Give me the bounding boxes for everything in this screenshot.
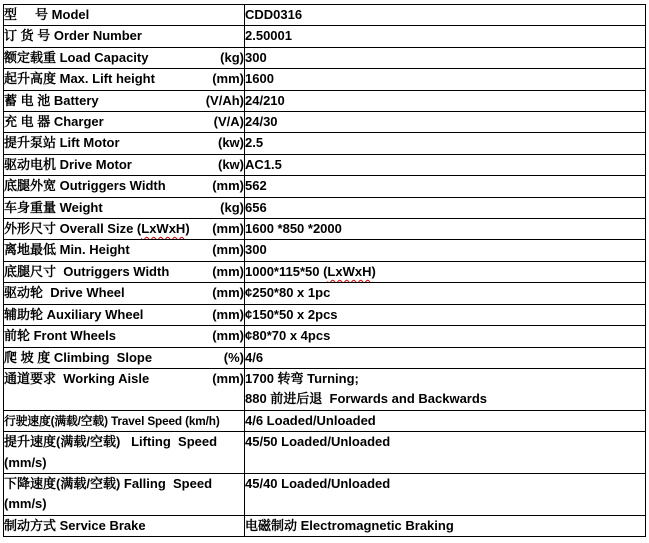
param-label: 蓄 电 池 Battery (4, 92, 99, 108)
param-label: 离地最低 Min. Height (4, 242, 130, 258)
param-label: 爬 坡 度 Climbing Slope (4, 349, 153, 365)
table-row (4, 368, 646, 410)
param-unit: (mm) (212, 221, 244, 237)
param-label: 底腿尺寸 Outriggers Width (4, 263, 170, 279)
param-line (4, 494, 244, 514)
value-cell (245, 133, 646, 154)
table-row (4, 347, 646, 368)
param-unit: (kg) (220, 49, 244, 65)
value-text: 4/6 Loaded/Unloaded (245, 412, 376, 428)
param-unit: (mm) (212, 71, 244, 87)
value-cell (245, 112, 646, 133)
param-line (4, 348, 244, 368)
param-line (4, 69, 244, 89)
table-row (4, 240, 646, 261)
misspelled-text: LxWxH (141, 221, 186, 237)
value-text: 2.5 (245, 135, 264, 151)
param-label: 型 号 Model (4, 7, 90, 22)
param-unit: (mm) (212, 178, 244, 194)
param-line (4, 5, 244, 25)
table-row (4, 261, 646, 282)
value-text: 45/50 Loaded/Unloaded (245, 434, 391, 450)
param-line (4, 198, 244, 218)
param-cell (4, 133, 245, 154)
value-text: 1700 转弯 Turning; (245, 370, 359, 386)
value-text: 1000*115*50 (LxWxH) (245, 263, 376, 279)
value-cell (245, 368, 646, 410)
param-cell (4, 197, 245, 218)
value-text: 4/6 (245, 349, 264, 365)
param-unit: (V/Ah) (205, 92, 244, 108)
value-text: 电磁制动 Electromagnetic Braking (245, 517, 454, 533)
value-cell (245, 47, 646, 68)
param-label: 下降速度(满载/空载) Falling Speed (4, 475, 213, 491)
table-row (4, 326, 646, 347)
param-cell (4, 90, 245, 111)
table-row (4, 432, 646, 474)
value-cell (245, 347, 646, 368)
value-text: ¢150*50 x 2pcs (245, 306, 338, 322)
param-label: 额定载重 Load Capacity (4, 49, 149, 65)
value-text: 880 前进后退 Forwards and Backwards (245, 391, 488, 407)
table-row (4, 219, 646, 240)
param-label: 行驶速度(满载/空载) Travel Speed (km/h) (4, 413, 220, 428)
table-row (4, 5, 646, 26)
value-cell (245, 219, 646, 240)
value-cell (245, 69, 646, 90)
param-line (4, 262, 244, 282)
param-unit: (mm) (212, 242, 244, 258)
param-label: 通道要求 Working Aisle (4, 370, 150, 386)
value-cell (245, 240, 646, 261)
param-line (4, 155, 244, 175)
param-label: 底腿外宽 Outriggers Width (4, 178, 166, 194)
value-cell (245, 26, 646, 47)
param-cell (4, 112, 245, 133)
param-cell (4, 47, 245, 68)
param-unit: (kw) (218, 135, 244, 151)
param-label: (mm/s) (4, 454, 47, 470)
param-label: 驱动轮 Drive Wheel (4, 285, 125, 301)
param-line (4, 133, 244, 153)
param-cell (4, 26, 245, 47)
param-label: 前轮 Front Wheels (4, 328, 116, 344)
value-cell (245, 154, 646, 175)
table-row (4, 154, 646, 175)
param-cell (4, 347, 245, 368)
param-line (4, 283, 244, 303)
param-line (4, 112, 244, 132)
param-cell (4, 326, 245, 347)
value-text: 24/30 (245, 114, 278, 130)
value-text: ¢80*70 x 4pcs (245, 328, 331, 344)
param-unit: (V/A) (213, 114, 244, 130)
param-label: 驱动电机 Drive Motor (4, 156, 132, 172)
value-text: 45/40 Loaded/Unloaded (245, 475, 391, 491)
table-row (4, 304, 646, 325)
value-cell (245, 473, 646, 515)
table-row (4, 69, 646, 90)
param-label: 辅助轮 Auxiliary Wheel (4, 306, 144, 322)
value-cell (245, 283, 646, 304)
table-row (4, 283, 646, 304)
param-cell (4, 176, 245, 197)
table-row (4, 112, 646, 133)
value-text: 2.50001 (245, 28, 292, 44)
param-line (4, 91, 244, 111)
param-line (4, 48, 244, 68)
value-cell (245, 176, 646, 197)
param-cell (4, 283, 245, 304)
value-cell (245, 304, 646, 325)
param-line (4, 240, 244, 260)
spec-table (3, 4, 646, 537)
table-row (4, 197, 646, 218)
param-label: 车身重量 Weight (4, 199, 103, 215)
param-line (4, 453, 244, 473)
param-unit: (mm) (212, 306, 244, 322)
value-text: 300 (245, 49, 267, 65)
param-line (4, 411, 244, 431)
param-cell (4, 69, 245, 90)
param-line (4, 26, 244, 46)
param-line (4, 516, 244, 536)
value-text: CDD0316 (245, 7, 303, 22)
value-text: 1600 (245, 71, 274, 87)
table-row (4, 26, 646, 47)
value-cell (245, 410, 646, 431)
param-unit: (mm) (212, 370, 244, 386)
value-text: 300 (245, 242, 267, 258)
param-cell (4, 261, 245, 282)
value-text: ¢250*80 x 1pc (245, 285, 331, 301)
param-label: 提升速度(满载/空载) Lifting Speed (4, 434, 218, 450)
param-cell (4, 473, 245, 515)
param-label: 外形尺寸 Overall Size (LxWxH) (4, 221, 190, 237)
value-text: 562 (245, 178, 267, 194)
param-unit: (%) (223, 349, 244, 365)
param-cell (4, 304, 245, 325)
value-text: 656 (245, 199, 267, 215)
spec-table-body (4, 5, 646, 537)
param-label: 订 货 号 Order Number (4, 28, 142, 44)
param-label: (mm/s) (4, 496, 47, 512)
param-line (4, 369, 244, 389)
param-cell (4, 432, 245, 474)
value-cell (245, 326, 646, 347)
param-line (4, 305, 244, 325)
param-cell (4, 410, 245, 431)
misspelled-text: LxWxH (327, 263, 372, 279)
param-unit: (mm) (212, 263, 244, 279)
param-cell (4, 240, 245, 261)
param-cell (4, 219, 245, 240)
value-text: AC1.5 (245, 156, 282, 172)
param-unit: (mm) (212, 285, 244, 301)
table-row (4, 176, 646, 197)
param-cell (4, 5, 245, 26)
value-cell (245, 261, 646, 282)
table-row (4, 410, 646, 431)
param-label: 起升高度 Max. Lift height (4, 71, 155, 87)
param-line (4, 474, 244, 494)
param-label: 充 电 器 Charger (4, 114, 104, 130)
param-label: 制动方式 Service Brake (4, 517, 146, 533)
param-cell (4, 368, 245, 410)
value-cell (245, 5, 646, 26)
param-unit: (kw) (218, 156, 244, 172)
param-line (4, 432, 244, 452)
value-cell (245, 197, 646, 218)
param-line (4, 176, 244, 196)
param-cell (4, 154, 245, 175)
table-row (4, 473, 646, 515)
param-cell (4, 515, 245, 536)
value-text: 24/210 (245, 92, 285, 108)
value-cell (245, 90, 646, 111)
table-row (4, 90, 646, 111)
value-cell (245, 432, 646, 474)
table-row (4, 47, 646, 68)
param-unit: (kg) (220, 199, 244, 215)
param-label: 提升泵站 Lift Motor (4, 135, 120, 151)
table-row (4, 133, 646, 154)
value-cell (245, 515, 646, 536)
param-unit: (mm) (212, 328, 244, 344)
value-text: 1600 *850 *2000 (245, 221, 342, 237)
param-line (4, 219, 244, 239)
table-row (4, 515, 646, 536)
param-line (4, 326, 244, 346)
